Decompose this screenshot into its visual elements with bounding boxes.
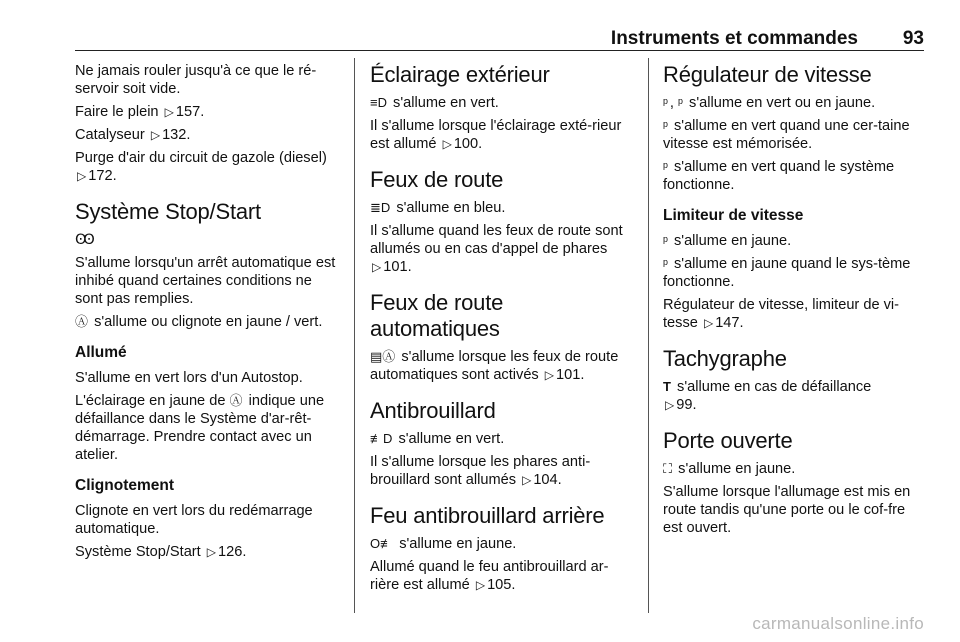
arrow-icon: ▷ [442, 137, 452, 151]
column-middle [370, 62, 634, 599]
page-ref[interactable]: 157. [175, 104, 205, 120]
page-ref[interactable]: 147. [715, 315, 744, 331]
tachograph-icon: T [663, 379, 671, 394]
page-ref[interactable]: 104. [533, 472, 562, 488]
column-left [75, 62, 343, 566]
arrow-icon: ▷ [372, 260, 382, 274]
autostop-icon: Ⓐ [229, 393, 243, 408]
heading-feux-de-route-auto: Feux de route automatiques [370, 290, 504, 341]
page-ref[interactable]: 172. [88, 168, 117, 184]
watermark: carmanualsonline.info [752, 614, 924, 633]
paragraph: S'allume lorsque l'allumage est mis en route tandis qu'une porte ou le cof-fre est ouvert. [663, 484, 911, 536]
paragraph: ≣D s'allume en bleu. [370, 200, 506, 216]
paragraph: ▤Ⓐ s'allume lorsque les feux de route automatiques sont activés ▷ 101. [370, 349, 619, 383]
paragraph: ᵖ , ᵖ s'allume en vert ou en jaune. [663, 95, 876, 111]
page-ref[interactable]: 132. [162, 127, 191, 143]
heading-regulateur: Régulateur de vitesse [663, 62, 872, 87]
paragraph: Faire le plein ▷ 157. [75, 104, 205, 120]
high-beam-icon: ≣D [370, 200, 391, 215]
rear-fog-light-icon: O≢ [370, 536, 394, 551]
heading-porte-ouverte: Porte ouverte [663, 428, 793, 453]
autostop-icon: Ⓐ [75, 314, 89, 329]
heading-allume: Allumé [75, 344, 127, 361]
cruise-control-icon: ᵖ [663, 118, 668, 133]
paragraph: Ne jamais rouler jusqu'à ce que le ré-servoir soit vide. [75, 63, 317, 97]
heading-limiteur: Limiteur de vitesse [663, 207, 804, 224]
paragraph: O≢ s'allume en jaune. [370, 536, 517, 552]
speed-limiter-icon: ᵖ [663, 159, 668, 174]
page-header [75, 28, 924, 51]
arrow-icon: ▷ [164, 105, 174, 119]
paragraph: Clignote en vert lors du redémarrage automatique. [75, 503, 313, 537]
stop-start-icon: Ꙭ [75, 232, 95, 248]
paragraph: S'allume en vert lors d'un Autostop. [75, 370, 303, 386]
fog-light-icon: ≢D [370, 431, 393, 446]
heading-clignotement: Clignotement [75, 477, 175, 494]
paragraph: Régulateur de vitesse, limiteur de vi-tesse ▷ 147. [663, 297, 900, 331]
paragraph: ᵖ s'allume en vert quand le système fonctionne. [663, 159, 895, 193]
paragraph: Allumé quand le feu antibrouillard ar-rière est allumé ▷ 105. [370, 559, 609, 593]
speed-limiter-icon: ᵖ [663, 256, 668, 271]
arrow-icon: ▷ [544, 368, 555, 382]
page-ref[interactable]: 101. [383, 259, 412, 275]
speed-limiter-icon: ᵖ [663, 233, 668, 248]
heading-antibrouillard-arriere: Feu antibrouillard arrière [370, 503, 605, 528]
page-ref[interactable]: 105. [487, 577, 516, 593]
arrow-icon: ▷ [77, 169, 87, 183]
page-ref[interactable]: 100. [453, 136, 483, 152]
page-ref[interactable]: 126. [218, 544, 247, 560]
arrow-icon: ▷ [665, 398, 675, 412]
speed-limiter-icon: ᵖ [678, 95, 683, 110]
paragraph: ᵖ s'allume en jaune. [663, 233, 792, 249]
paragraph: Purge d'air du circuit de gazole (diesel) ▷ 172. [75, 150, 327, 184]
heading-stop-start: Système Stop/Start [75, 199, 261, 224]
paragraph: ᵖ s'allume en vert quand une cer-taine vitesse est mémorisée. [663, 118, 910, 152]
paragraph: L'éclairage en jaune de Ⓐ indique une défaillance dans le Système d'ar-rêt-démarrage. Prendre contact avec un atelier. [75, 393, 325, 463]
section-title: Instruments et commandes [610, 28, 858, 49]
auto-high-beam-icon: ▤Ⓐ [370, 349, 396, 364]
column-right [663, 62, 925, 542]
arrow-icon: ▷ [206, 545, 217, 559]
page-number: 93 [902, 28, 924, 49]
door-open-icon: ⛶ [663, 461, 673, 476]
arrow-icon: ▷ [150, 128, 161, 142]
paragraph: ≢D s'allume en vert. [370, 431, 505, 447]
page-ref[interactable]: 99. [676, 397, 697, 413]
paragraph: Ⓐ s'allume ou clignote en jaune / vert. [75, 314, 323, 330]
paragraph: Il s'allume quand les feux de route sont allumés ou en cas d'appel de phares ▷ 101. [370, 223, 623, 275]
heading-tachygraphe: Tachygraphe [663, 346, 787, 371]
paragraph: Il s'allume lorsque l'éclairage exté-rieur est allumé ▷ 100. [370, 118, 622, 152]
exterior-light-icon: ≡D [370, 95, 387, 110]
arrow-icon: ▷ [703, 316, 714, 330]
page-ref[interactable]: 101. [556, 367, 585, 383]
paragraph: ⛶ s'allume en jaune. [663, 461, 796, 477]
arrow-icon: ▷ [475, 578, 486, 592]
heading-eclairage-exterieur: Éclairage extérieur [370, 62, 550, 87]
heading-feux-de-route: Feux de route [370, 167, 504, 192]
paragraph: Catalyseur ▷ 132. [75, 127, 191, 143]
paragraph: ≡D s'allume en vert. [370, 95, 499, 111]
paragraph: Système Stop/Start ▷ 126. [75, 544, 247, 560]
cruise-control-icon: ᵖ [663, 95, 668, 110]
column-divider [354, 58, 355, 613]
column-divider [648, 58, 649, 613]
heading-antibrouillard: Antibrouillard [370, 398, 496, 423]
arrow-icon: ▷ [522, 473, 532, 487]
paragraph: ᵖ s'allume en jaune quand le sys-tème fonctionne. [663, 256, 911, 290]
paragraph: Il s'allume lorsque les phares anti-brouillard sont allumés ▷ 104. [370, 454, 591, 488]
paragraph: T s'allume en cas de défaillance ▷ 99. [663, 379, 872, 413]
paragraph: S'allume lorsqu'un arrêt automatique est inhibé quand certaines conditions ne sont pas remplies. [75, 255, 336, 307]
